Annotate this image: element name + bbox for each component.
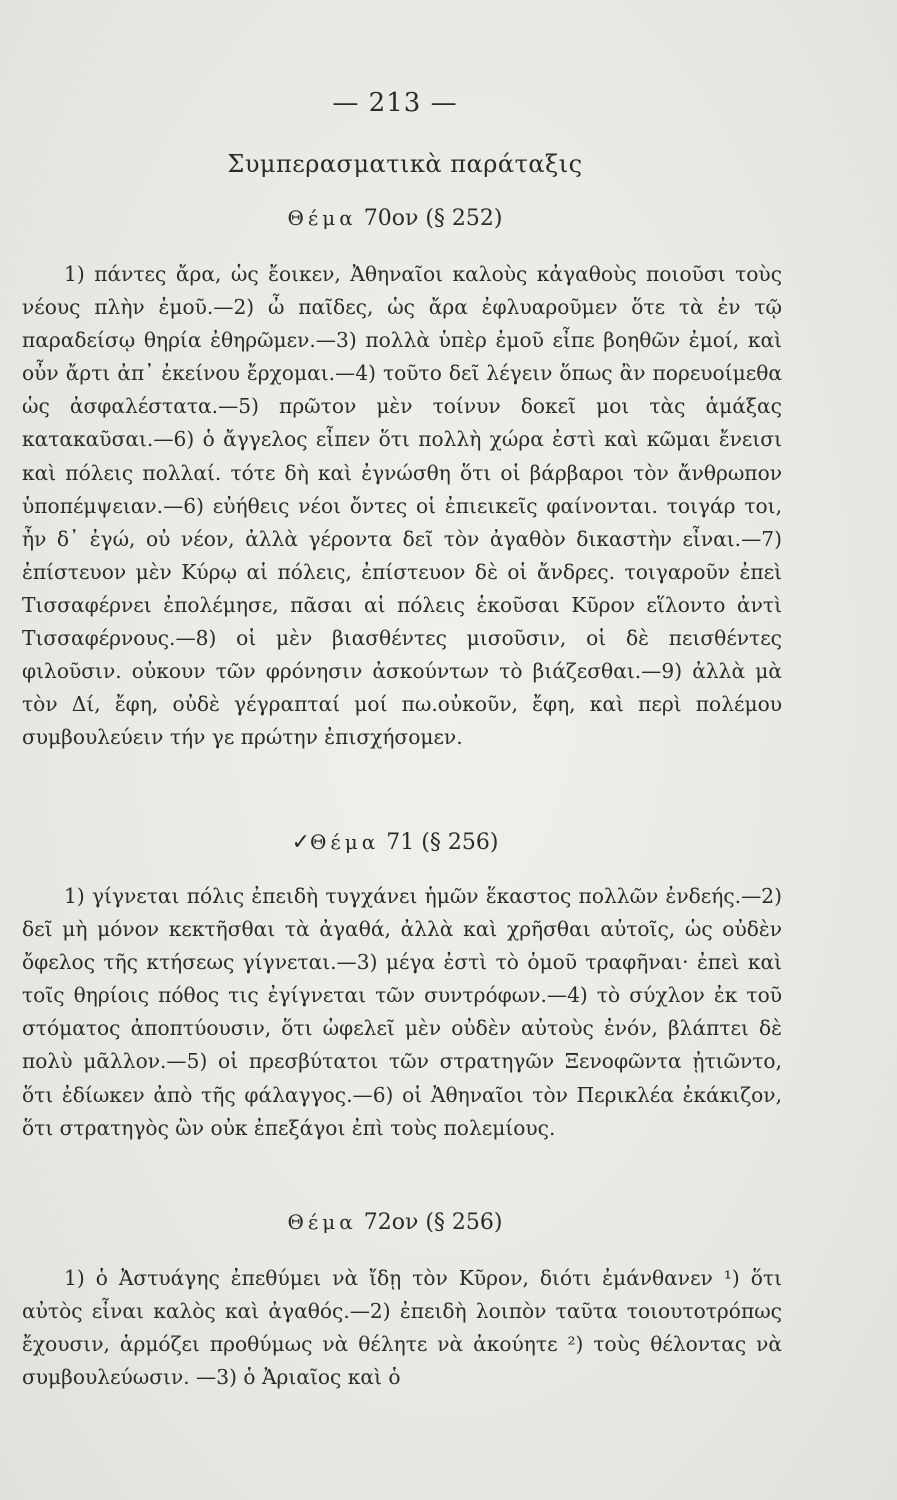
theme-70-heading: [0, 206, 790, 231]
theme-71-heading-number: 71 (§ 256): [379, 830, 499, 855]
theme-72-heading-label: Θέμα: [287, 1210, 357, 1234]
theme-72-heading: [0, 1210, 790, 1235]
theme-71-heading: [0, 830, 790, 855]
theme-72-exercises: 1) ὁ Ἀστυάγης ἐπεθύμει νὰ ἴδῃ τὸν Κῦρον, διότι ἐμάνθανεν ¹) ὅτι αὐτὸς εἶναι καλὸς καὶ ἀγαθός.—2) ἐπειδὴ λοιπὸν ταῦτα τοιουτοτρόπως ἔχουσιν, ἁρμόζει προθύμως νὰ θέλητε νὰ ἀκούητε ²) τοὺς θέλοντας νὰ συμβουλεύωσιν. —3) ὁ Ἀριαῖος καὶ ὁ: [22, 1266, 782, 1390]
theme-72-heading-number: 72ον (§ 256): [356, 1210, 503, 1235]
theme-70-heading-label: Θέμα: [287, 206, 357, 230]
theme-70-heading-number: 70ον (§ 252): [356, 206, 503, 231]
theme-71-exercises: 1) γίγνεται πόλις ἐπειδὴ τυγχάνει ἡμῶν ἕκαστος πολλῶν ἐνδεής.—2) δεῖ μὴ μόνον κεκτῆσθαι τὰ ἀγαθά, ἀλλὰ καὶ χρῆσθαι αὐτοῖς, ὡς οὐδὲν ὄφελος τῆς κτήσεως γίγνεται.—3) μέγα ἐστὶ τὸ ὁμοῦ τραφῆναι· ἐπεὶ καὶ τοῖς θηρίοις πόθος τις ἐγίγνεται τῶν συντρόφων.—4) τὸ σύχλον ἐκ τοῦ στόματος ἀποπτύουσιν, ὅτι ὠφελεῖ μὲν οὐδὲν αὐτοὺς ἐνόν, βλάπτει δὲ πολὺ μᾶλλον.—5) οἱ πρεσβύτατοι τῶν στρατηγῶν Ξενοφῶντα ᾐτιῶντο, ὅτι ἐδίωκεν ἀπὸ τῆς φάλαγγος.—6) οἱ Ἀθηναῖοι τὸν Περικλέα ἐκάκιζον, ὅτι στρατηγὸς ὢν οὐκ ἐπεξάγοι ἐπὶ τοὺς πολεμίους.: [22, 884, 782, 1140]
theme-71-heading-label: Θέμα: [310, 830, 380, 854]
section-title: Συμπερασματικὰ παράταξις: [227, 150, 583, 178]
theme-70-exercises: 1) πάντες ἄρα, ὡς ἔοικεν, Ἀθηναῖοι καλοὺς κἀγαθοὺς ποιοῦσι τοὺς νέους πλὴν ἐμοῦ.—2) ὦ παῖδες, ὡς ἄρα ἐφλυαροῦμεν ὅτε τὰ ἐν τῷ παραδείσῳ θηρία ἐθηρῶμεν.—3) πολλὰ ὑπὲρ ἐμοῦ εἶπε βοηθῶν ἐμοί, καὶ οὖν ἄρτι ἀπ᾽ ἐκείνου ἔρχομαι.—4) τοῦτο δεῖ λέγειν ὅπως ἂν πορευοίμεθα ὡς ἀσφαλέστατα.—5) πρῶτον μὲν τοίνυν δοκεῖ μοι τὰς ἁμάξας κατακαῦσαι.—6) ὁ ἄγγελος εἶπεν ὅτι πολλὴ χώρα ἐστὶ καὶ κῶμαι ἔνεισι καὶ πόλεις πολλαί. τότε δὴ καὶ ἐγνώσθη ὅτι οἱ βάρβαροι τὸν ἄνθρωπον ὑποπέμψειαν.—6) εὐήθεις νέοι ὄντες οἱ ἐπιεικεῖς φαίνονται. τοιγάρ τοι, ἦν δ᾽ ἐγώ, οὐ νέον, ἀλλὰ γέροντα δεῖ τὸν ἀγαθὸν δικαστὴν εἶναι.—7) ἐπίστευον μὲν Κύρῳ αἱ πόλεις, ἐπίστευον δὲ οἱ ἄνδρες. τοιγαροῦν ἐπεὶ Τισσαφέρνει ἐπολέμησε, πᾶσαι αἱ πόλεις ἑκοῦσαι Κῦρον εἵλοντο ἀντὶ Τισσαφέρνους.—8) οἱ μὲν βιασθέντες μισοῦσιν, οἱ δὲ πεισθέντες φιλοῦσιν. οὐκουν τῶν φρόνησιν ἀσκούντων τὸ βιάζεσθαι.—9) ἀλλὰ μὰ τὸν Δί, ἔφη, οὐδὲ γέγραπταί μοί πω.οὐκοῦν, ἔφη, καὶ περὶ πολέμου συμβουλεύειν τήν γε πρώτην ἐπισχήσομεν.: [22, 262, 782, 750]
page-number: — 213 —: [332, 88, 458, 118]
check-mark-icon: ✓: [291, 830, 311, 855]
